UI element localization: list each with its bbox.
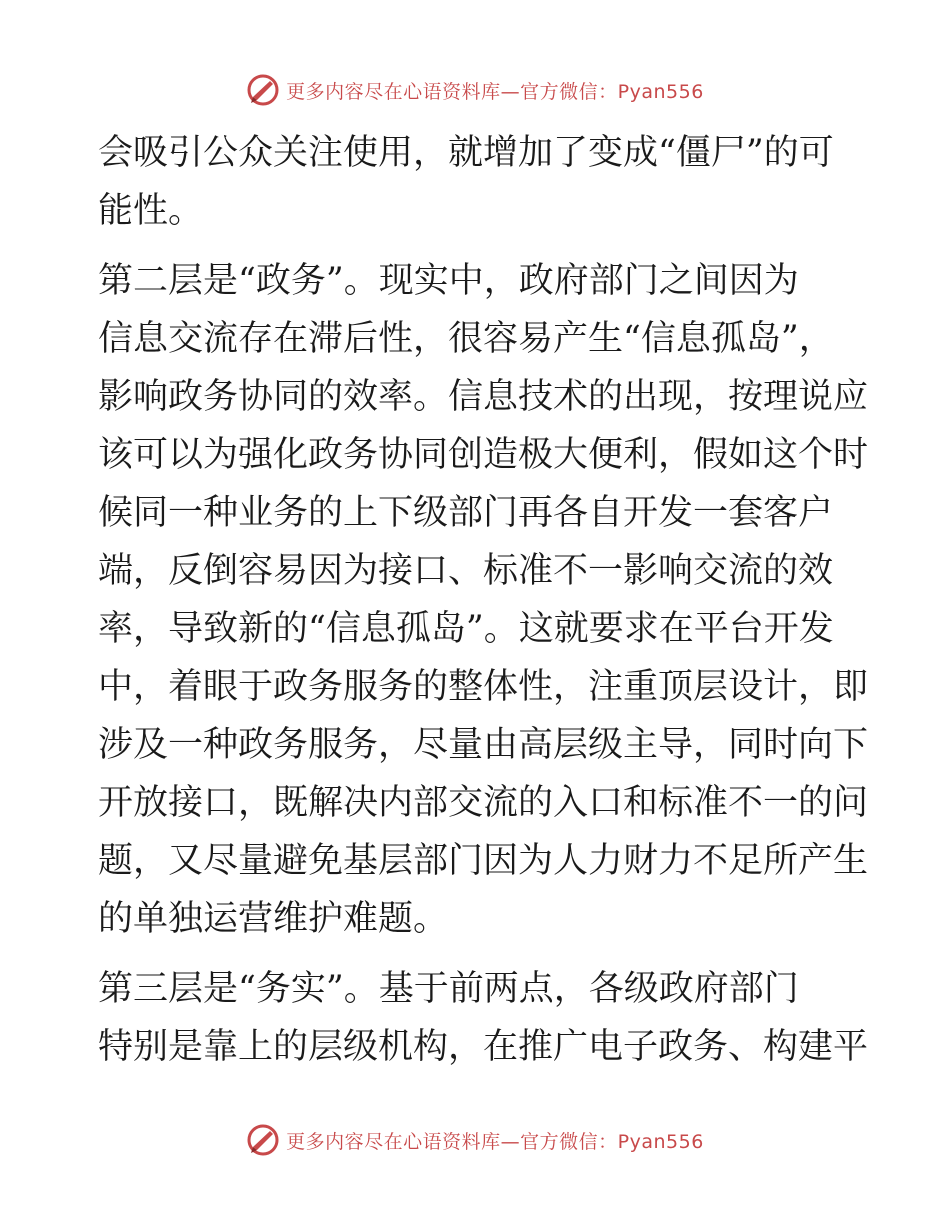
text-line: 特别是靠上的层级机构，在推广电子政务、构建平 <box>98 1027 869 1067</box>
text-line: 该可以为强化政务协同创造极大便利，假如这个时 <box>98 435 869 475</box>
footer-text: 更多内容尽在心语资料库—官方微信：Pyan556 <box>286 1130 704 1153</box>
paragraph <box>98 252 869 948</box>
text-line: 中，着眼于政务服务的整体性，注重顶层设计，即 <box>98 667 869 707</box>
text-line: 第二层是“政务”。现实中，政府部门之间因为 <box>98 261 799 301</box>
text-line: 信息交流存在滞后性，很容易产生“信息孤岛”， <box>98 319 834 359</box>
paragraph <box>98 124 858 240</box>
text-line: 题，又尽量避免基层部门因为人力财力不足所产生 <box>98 841 869 881</box>
text-line: 候同一种业务的上下级部门再各自开发一套客户 <box>98 493 834 533</box>
text-line: 的单独运营维护难题。 <box>98 899 449 939</box>
text-line: 涉及一种政务服务，尽量由高层级主导，同时向下 <box>98 725 869 765</box>
text-line: 第三层是“务实”。基于前两点，各级政府部门 <box>98 969 799 1009</box>
text-line: 端，反倒容易因为接口、标准不一影响交流的效 <box>98 551 834 591</box>
pen-logo-icon <box>246 73 280 107</box>
text-line: 会吸引公众关注使用，就增加了变成“僵尸”的可 <box>98 133 834 173</box>
text-line: 影响政务协同的效率。信息技术的出现，按理说应 <box>98 377 869 417</box>
paragraph <box>98 960 869 1076</box>
text-line: 开放接口，既解决内部交流的入口和标准不一的问 <box>98 783 869 823</box>
text-line: 率，导致新的“信息孤岛”。这就要求在平台开发 <box>98 609 834 649</box>
header-text: 更多内容尽在心语资料库—官方微信：Pyan556 <box>286 80 704 103</box>
document-body <box>98 124 869 1076</box>
footer-watermark <box>0 1120 950 1160</box>
text-line: 能性。 <box>98 191 204 231</box>
header-watermark <box>0 70 950 110</box>
pen-logo-icon <box>246 1123 280 1157</box>
